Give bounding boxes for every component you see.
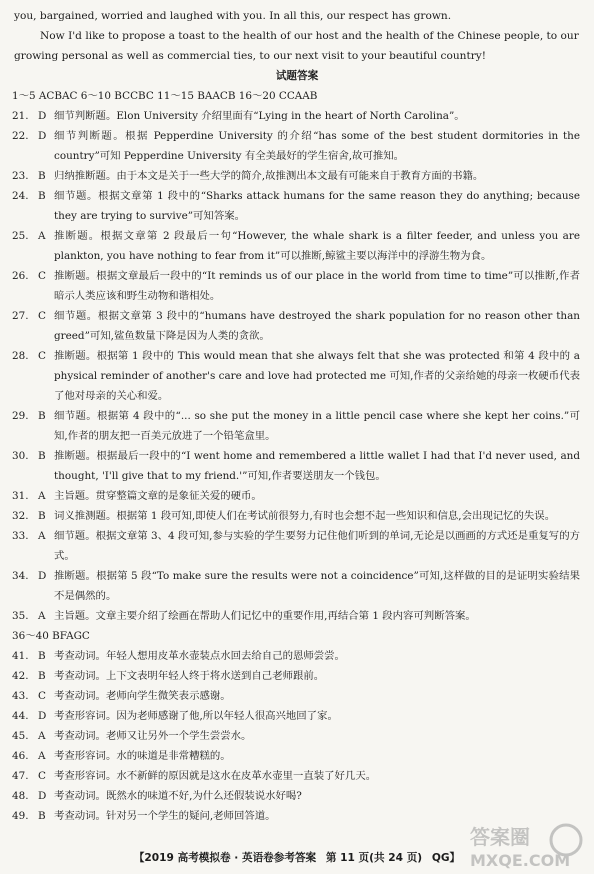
answer-letter: A	[38, 530, 46, 542]
answer-explanation: 归纳推断题。由于本文是关于一些大学的简介,故推测出本文最有可能来自于教育方面的书籍。	[54, 170, 484, 182]
answer-letter: C	[38, 310, 46, 322]
answer-row	[12, 706, 580, 726]
answer-row	[12, 686, 580, 706]
intro-section	[0, 0, 594, 66]
answer-row	[12, 526, 580, 566]
answer-explanation: 考查动词。上下文表明年轻人终于将水送到自己老师跟前。	[54, 670, 325, 682]
answer-row	[12, 606, 580, 626]
answer-row	[12, 786, 580, 806]
answer-explanation: 细节题。根据文章第 3、4 段可知,参与实验的学生要努力记住他们听到的单词,无论是以画画的方式还是重复写的方式。	[54, 530, 580, 562]
answer-row	[12, 746, 580, 766]
answer-number: 41.	[12, 650, 29, 662]
answer-letter: D	[38, 710, 47, 722]
answer-number: 45.	[12, 730, 29, 742]
answer-explanation: 考查动词。老师又让另外一个学生尝尝水。	[54, 730, 252, 742]
mc-answer-line-2: 36～40 BFAGC	[12, 630, 90, 642]
answer-row	[12, 346, 580, 406]
answer-row	[12, 186, 580, 226]
answer-explanation: 考查动词。老师向学生微笑表示感谢。	[54, 690, 231, 702]
answer-number: 43.	[12, 690, 29, 702]
answer-letter: D	[38, 130, 47, 142]
answer-explanation: 考查形容词。水的味道是非常糟糕的。	[54, 750, 231, 762]
answer-explanation: 细节判断题。根据 Pepperdine University 的介绍“has some of the best student dormitories in the country”可知 Pepperdine University 有全美最好的学生宿舍,故可推知。	[54, 130, 580, 162]
answer-number: 26.	[12, 270, 29, 282]
answer-number: 24.	[12, 190, 29, 202]
answer-letter: C	[38, 270, 46, 282]
answer-number: 48.	[12, 790, 29, 802]
answer-explanation: 细节题。根据文章第 1 段中的“Sharks attack humans for the same reason they do anything; because they are trying to survive”可知答案。	[54, 190, 580, 222]
answer-number: 34.	[12, 570, 29, 582]
watermark-logo	[466, 818, 586, 870]
answer-row	[12, 566, 580, 606]
answer-letter: B	[38, 450, 46, 462]
answer-explanation: 考查形容词。因为老师感谢了他,所以年轻人很高兴地回了家。	[54, 710, 338, 722]
answer-row	[12, 486, 580, 506]
answer-row	[12, 226, 580, 266]
answer-row	[12, 726, 580, 746]
answer-row	[12, 646, 580, 666]
answer-number: 29.	[12, 410, 29, 422]
answer-row	[12, 446, 580, 486]
answer-number: 28.	[12, 350, 29, 362]
answer-letter: C	[38, 690, 46, 702]
answer-number: 21.	[12, 110, 29, 122]
mc-answer-line: 1～5 ACBAC 6～10 BCCBC 11～15 BAACB 16～20 CCAAB	[12, 90, 318, 102]
answer-letter: D	[38, 790, 47, 802]
answer-letter: A	[38, 230, 46, 242]
answer-explanation: 细节判断题。Elon University 介绍里面有“Lying in the heart of North Carolina”。	[54, 110, 465, 122]
answer-explanation: 考查形容词。水不新鲜的原因就是这水在皮革水壶里一直装了好几天。	[54, 770, 377, 782]
answer-number: 33.	[12, 530, 29, 542]
answer-number: 27.	[12, 310, 29, 322]
answer-letter: B	[38, 410, 46, 422]
footer-title: 【2019 高考模拟卷 · 英语卷参考答案	[133, 852, 317, 864]
answer-number: 46.	[12, 750, 29, 762]
answer-number: 22.	[12, 130, 29, 142]
answer-number: 25.	[12, 230, 29, 242]
answer-explanation: 推断题。根据最后一段中的“I went home and remembered a little wallet I had that I'd never used, and thought, 'I'll give that to my friend.'”可知,作者要送朋友一个钱包。	[54, 450, 580, 482]
intro-line: you, bargained, worried and laughed with you. In all this, our respect has grown.	[14, 10, 452, 22]
answer-letter: B	[38, 190, 46, 202]
answer-explanation: 词义推测题。根据第 1 段可知,即使人们在考试前很努力,有时也会想不起一些知识和信息,会出现记忆的失误。	[54, 510, 556, 522]
answer-number: 49.	[12, 810, 29, 822]
answer-explanation: 主旨题。文章主要介绍了绘画在帮助人们记忆中的重要作用,再结合第 1 段内容可判断答案。	[54, 610, 476, 622]
answer-letter: C	[38, 770, 46, 782]
answer-letter: D	[38, 570, 47, 582]
answer-number: 47.	[12, 770, 29, 782]
answer-row	[12, 106, 580, 126]
answer-letter: A	[38, 610, 46, 622]
answer-row	[12, 666, 580, 686]
answer-row	[12, 126, 580, 166]
answer-list	[0, 86, 594, 826]
answer-letter: B	[38, 810, 46, 822]
answer-letter: B	[38, 650, 46, 662]
answer-explanation: 考查动词。既然水的味道不好,为什么还假装说水好喝?	[54, 790, 302, 802]
answer-letter: A	[38, 490, 46, 502]
answer-letter: C	[38, 350, 46, 362]
answer-letter: B	[38, 170, 46, 182]
watermark-text: MXQE.COM	[470, 851, 571, 870]
answer-row	[12, 166, 580, 186]
answer-number: 44.	[12, 710, 29, 722]
answer-explanation: 细节题。根据第 4 段中的“... so she put the money in a little pencil case where she kept her coins.”可知,作者的朋友把一百美元放进了一个铅笔盒里。	[54, 410, 580, 442]
answer-row	[12, 766, 580, 786]
answer-letter: D	[38, 110, 47, 122]
answer-number: 42.	[12, 670, 29, 682]
answer-explanation: 主旨题。贯穿整篇文章的是象征关爱的硬币。	[54, 490, 262, 502]
answer-explanation: 推断题。根据文章最后一段中的“It reminds us of our place in the world from time to time”可以推断,作者暗示人类应该和野生动物和谐相处。	[54, 270, 580, 302]
answer-letter: A	[38, 750, 46, 762]
answer-number: 35.	[12, 610, 29, 622]
answer-row	[12, 506, 580, 526]
footer-page-number: 第 11 页(共 24 页)	[325, 852, 423, 864]
answer-explanation: 考查动词。针对另一个学生的疑问,老师回答道。	[54, 810, 276, 822]
answer-number: 30.	[12, 450, 29, 462]
footer-code: QG】	[431, 852, 461, 864]
answer-row	[12, 306, 580, 346]
answer-explanation: 考查动词。年轻人想用皮革水壶装点水回去给自己的恩师尝尝。	[54, 650, 345, 662]
answer-letter: B	[38, 670, 46, 682]
answer-number: 23.	[12, 170, 29, 182]
section-title: 试题答案	[275, 70, 319, 82]
answer-row	[12, 266, 580, 306]
answer-explanation: 细节题。根据文章第 3 段中的“humans have destroyed the shark population for no reason other than greed”可知,鲨鱼数量下降是因为人类的贪欲。	[54, 310, 580, 342]
intro-paragraph: Now I'd like to propose a toast to the health of our host and the health of the Chinese people, to our growing personal as well as commercial ties, to our next visit to your beautiful country!	[14, 30, 579, 62]
svg-text:答案圈: 答案圈	[470, 825, 530, 849]
answer-explanation: 推断题。根据第 5 段“To make sure the results were not a coincidence”可知,这样做的目的是证明实验结果不是偶然的。	[54, 570, 580, 602]
answer-number: 32.	[12, 510, 29, 522]
answer-row	[12, 406, 580, 446]
answer-letter: B	[38, 510, 46, 522]
answer-letter: A	[38, 730, 46, 742]
answer-explanation: 推断题。根据文章第 2 段最后一句“However, the whale shark is a filter feeder, and unless you are plankton, you have nothing to fear from it”可以推断,鲸鲨主要以海洋中的浮游生物为食。	[54, 230, 580, 262]
answer-explanation: 推断题。根据第 1 段中的 This would mean that she always felt that she was protected 和第 4 段中的 a physical reminder of another's care and love had protected me 可知,作者的父亲给她的母亲一枚硬币代表了他对母亲的关心和爱。	[54, 350, 580, 402]
answer-number: 31.	[12, 490, 29, 502]
